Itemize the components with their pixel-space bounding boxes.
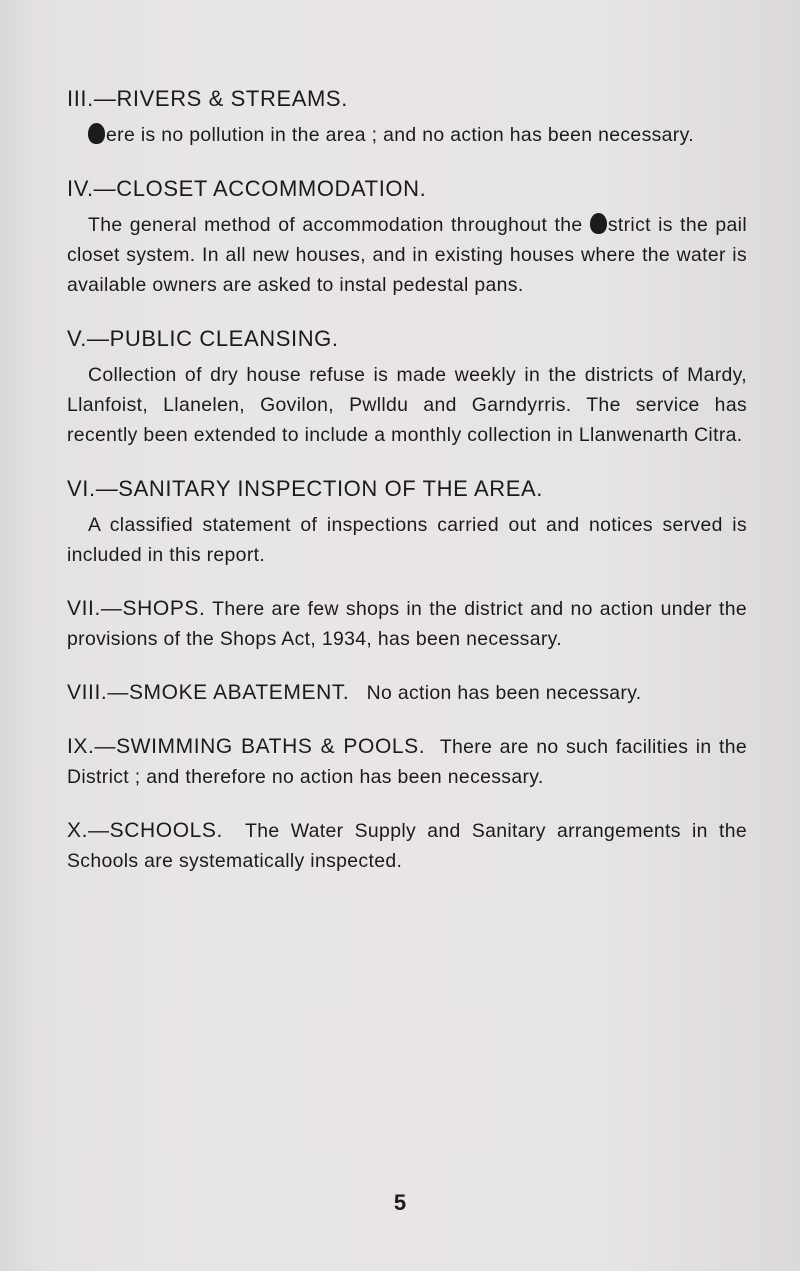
section-heading: VIII.—SMOKE ABATEMENT. bbox=[67, 681, 350, 704]
section-swimming-baths bbox=[67, 732, 747, 792]
ink-blot-mark bbox=[590, 213, 607, 234]
section-shops bbox=[67, 594, 747, 654]
ink-blot-mark bbox=[88, 123, 105, 144]
section-schools bbox=[67, 816, 747, 876]
page-number: 5 bbox=[393, 1190, 407, 1215]
document-body bbox=[67, 84, 747, 900]
section-heading: III.—RIVERS & STREAMS. bbox=[67, 86, 348, 111]
section-paragraph: ere is no pollution in the area ; and no action has been necessary. bbox=[67, 120, 747, 150]
section-paragraph: X.—SCHOOLS. The Water Supply and Sanitary arrangements in the Schools are systematically inspected. bbox=[67, 819, 748, 872]
section-public-cleansing bbox=[67, 324, 747, 450]
section-paragraph: IX.—SWIMMING BATHS & POOLS. There are no such facilities in the District ; and therefore no action has been necessary. bbox=[67, 735, 747, 788]
section-rivers-streams bbox=[67, 84, 747, 150]
section-heading: V.—PUBLIC CLEANSING. bbox=[67, 326, 339, 351]
section-heading: IV.—CLOSET ACCOMMODATION. bbox=[67, 176, 427, 201]
section-smoke-abatement bbox=[67, 678, 747, 708]
section-heading: VII.—SHOPS. bbox=[67, 597, 206, 620]
section-paragraph: A classified statement of inspections carried out and notices served is included in this report. bbox=[67, 514, 747, 566]
section-paragraph: VIII.—SMOKE ABATEMENT. No action has been necessary. bbox=[67, 681, 642, 704]
section-sanitary-inspection bbox=[67, 474, 747, 570]
section-paragraph: VII.—SHOPS. There are few shops in the district and no action under the provisions of the Shops Act, 1934, has been necessary. bbox=[67, 597, 747, 650]
section-heading: VI.—SANITARY INSPECTION OF THE AREA. bbox=[67, 476, 543, 501]
section-heading: IX.—SWIMMING BATHS & POOLS. bbox=[67, 735, 426, 758]
section-paragraph: Collection of dry house refuse is made weekly in the districts of Mardy, Llanfoist, Llanelen, Govilon, Pwlldu and Garndyrris. The service has recently been extended to include a monthly collection in Llanwenarth Citra. bbox=[67, 364, 747, 446]
section-closet-accommodation bbox=[67, 174, 747, 300]
section-paragraph: The general method of accommodation throughout the strict is the pail closet system. In all new houses, and in existing houses where the water is available owners are asked to instal pedestal pans. bbox=[67, 214, 747, 296]
section-heading: X.—SCHOOLS. bbox=[67, 819, 223, 842]
